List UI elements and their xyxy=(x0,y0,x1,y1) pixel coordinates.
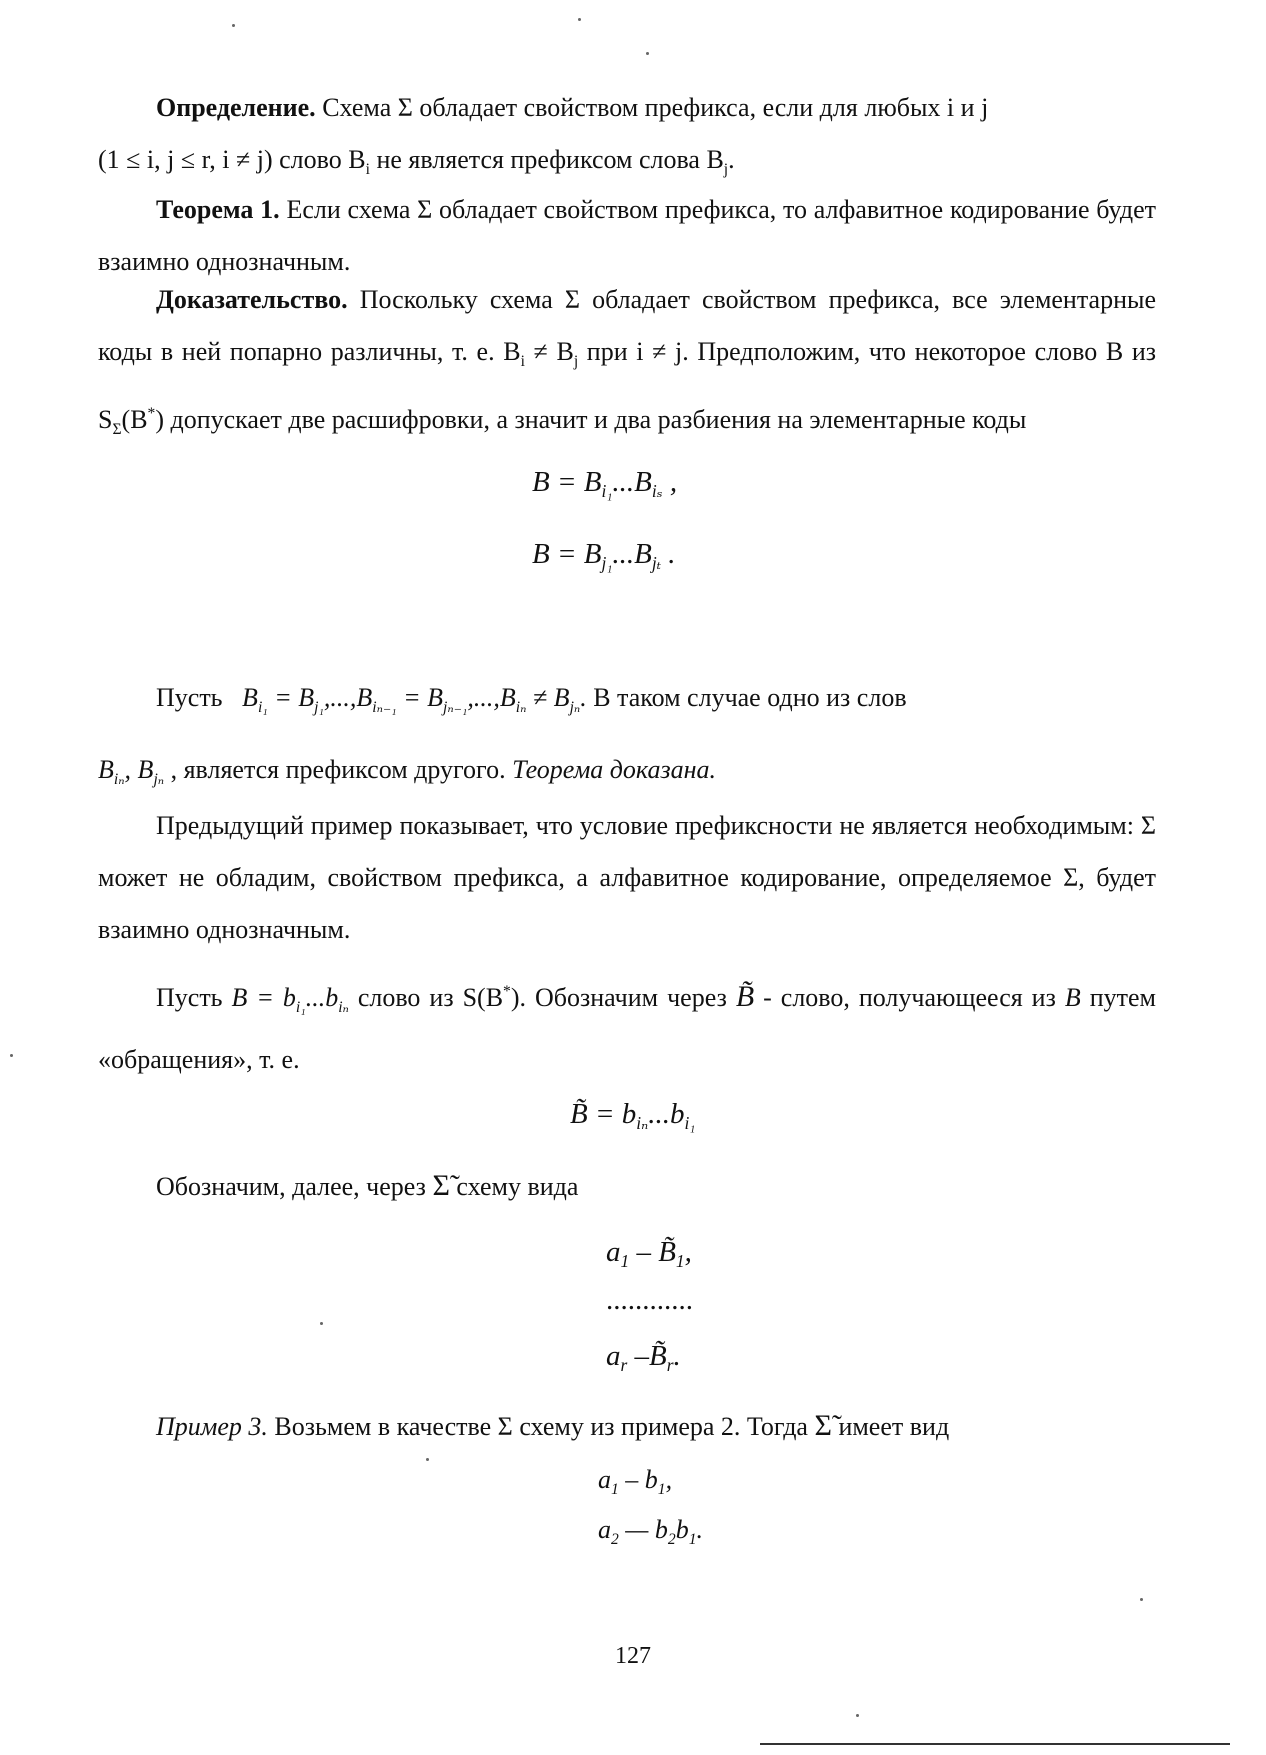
let1-line2-text: , является префиксом другого. xyxy=(164,755,513,784)
denote-paragraph xyxy=(156,1160,1156,1213)
scan-speck xyxy=(856,1714,859,1717)
prev-example-paragraph xyxy=(98,800,1156,956)
example-line-2: $a_2$ — $b_2b_1$. xyxy=(598,1515,704,1548)
proof-sub-i: i xyxy=(520,353,525,370)
formula-3 xyxy=(570,1094,695,1143)
scan-speck xyxy=(232,24,235,27)
prev-example-text: Предыдущий пример показывает, что условие префиксности не является необходимым: Σ может не обладим, свойством префикса, а алфавитное кодирование, определяемое Σ, будет взаимно однозначным. xyxy=(98,811,1156,944)
definition-label: Определение. xyxy=(156,93,316,122)
scheme-line-1: $a_1$ – $B̃_1$, xyxy=(606,1236,692,1271)
sigma-tilde-symbol: Σ̃ xyxy=(432,1169,450,1202)
let1-formula: $B_{i_1} = B_{j_1},...,B_{i_{n-1}} = B_{j_{n-1}},...,B_{i_n} \ne B_{j_n}$. xyxy=(242,683,587,716)
formula-1-lhs: B = B xyxy=(532,466,602,498)
scan-speck xyxy=(426,1458,429,1461)
formula-2-sub2: jₜ xyxy=(651,553,661,573)
proof-text4: ) допускает две расшифровки, а значит и два разбиения на элементарные коды xyxy=(155,405,1027,434)
proof-text: Поскольку схема Σ обладает свойством префикса, все элементарные коды в ней попарно различны, т. е. B xyxy=(98,285,1156,366)
scan-speck xyxy=(320,1322,323,1325)
let2-s1: i₁ xyxy=(295,999,306,1016)
formula-3-s1: iₙ xyxy=(636,1113,649,1133)
proof-sub-j: j xyxy=(573,353,579,370)
example-3-sigma-tilde: Σ̃ xyxy=(814,1409,832,1442)
formula-1 xyxy=(532,462,677,511)
bottom-rule xyxy=(760,1743,1230,1745)
let1-lead: Пусть xyxy=(156,683,223,712)
scan-speck xyxy=(646,52,649,55)
page-number: 127 xyxy=(615,1643,651,1669)
formula-3-mid: ...b xyxy=(648,1098,685,1130)
proof-sub-sigma: Σ xyxy=(112,421,122,438)
definition-sub-j: j xyxy=(723,161,729,178)
theorem-paragraph xyxy=(98,184,1156,288)
let1-line2-formula: $B_{i_n}$, $B_{j_n}$ xyxy=(98,755,165,788)
let2-t1: слово из S(B xyxy=(348,983,504,1012)
scan-speck xyxy=(1140,1598,1143,1601)
scan-speck xyxy=(10,1054,13,1057)
example-line-1: $a_1 - b_1$, xyxy=(598,1465,673,1498)
let2-btilde: B̃ xyxy=(735,980,755,1013)
scheme-line-dots: ............ xyxy=(606,1284,693,1316)
let2-t4: путем «обращения», т. е. xyxy=(98,983,1156,1074)
let2-t3: - слово, получающееся из xyxy=(754,983,1065,1012)
let2-star: * xyxy=(503,983,511,1000)
denote-text2: схему вида xyxy=(449,1172,579,1201)
formula-2 xyxy=(532,534,675,583)
proof-paragraph xyxy=(98,274,1156,456)
let1-rest: В таком случае одно из слов xyxy=(586,683,907,712)
formula-2-mid: ...B xyxy=(612,538,652,570)
proof-text3: (B xyxy=(121,405,148,434)
let2-eq: = b xyxy=(247,983,296,1012)
definition-text-line2: (1 ≤ i, j ≤ r, i ≠ j) слово B xyxy=(98,145,366,174)
example-3-paragraph xyxy=(156,1400,1156,1453)
definition-sub-i: i xyxy=(365,161,370,178)
denote-text1: Обозначим, далее, через xyxy=(156,1172,433,1201)
formula-1-sub2: iₛ xyxy=(651,481,663,501)
definition-paragraph xyxy=(98,82,1156,134)
scan-speck xyxy=(578,18,581,21)
let2-t2: ). Обозначим через xyxy=(510,983,736,1012)
let2-s2: iₙ xyxy=(338,999,349,1016)
formula-2-lhs: B = B xyxy=(532,538,602,570)
let-paragraph-2 xyxy=(98,966,1156,1086)
definition-text-line1: Схема Σ обладает свойством префикса, если для любых i и j xyxy=(315,93,989,122)
formula-1-sub1: i₁ xyxy=(601,481,613,501)
example-3-text2: имеет вид xyxy=(831,1412,950,1441)
let2-b2: B xyxy=(1064,983,1081,1012)
proof-text2: при i ≠ j. Предположим, что некоторое слово B из S xyxy=(98,337,1157,434)
let2-dots: ...b xyxy=(305,983,339,1012)
formula-2-sub1: j₁ xyxy=(601,553,613,573)
let2-b: B xyxy=(231,983,248,1012)
proof-label: Доказательство. xyxy=(156,285,348,314)
definition-text-mid: не является префиксом слова B xyxy=(369,145,724,174)
theorem-proved: Теорема доказана. xyxy=(512,755,716,784)
scheme-line-r: $a_r$ $-B̃_r$. xyxy=(606,1340,681,1375)
example-3-text1: Возьмем в качестве Σ схему из примера 2. Тогда xyxy=(267,1412,815,1441)
theorem-text: Если схема Σ обладает свойством префикса, то алфавитное кодирование будет взаимно однозначным. xyxy=(98,195,1156,276)
let2-lead: Пусть xyxy=(156,983,232,1012)
example-3-label: Пример 3. xyxy=(156,1412,268,1441)
formula-3-lhs: B̃ = b xyxy=(570,1098,637,1130)
formula-1-mid: ...B xyxy=(612,466,652,498)
proof-neq: ≠ B xyxy=(524,337,574,366)
theorem-label: Теорема 1. xyxy=(156,195,280,224)
let-paragraph-1-line2 xyxy=(98,744,1156,806)
definition-text-end: . xyxy=(728,145,735,174)
formula-2-end: . xyxy=(660,538,676,570)
proof-sup-star: * xyxy=(147,405,156,422)
formula-1-end: , xyxy=(662,466,678,498)
let-paragraph-1 xyxy=(156,672,1156,734)
formula-3-s2: i₁ xyxy=(684,1113,696,1133)
